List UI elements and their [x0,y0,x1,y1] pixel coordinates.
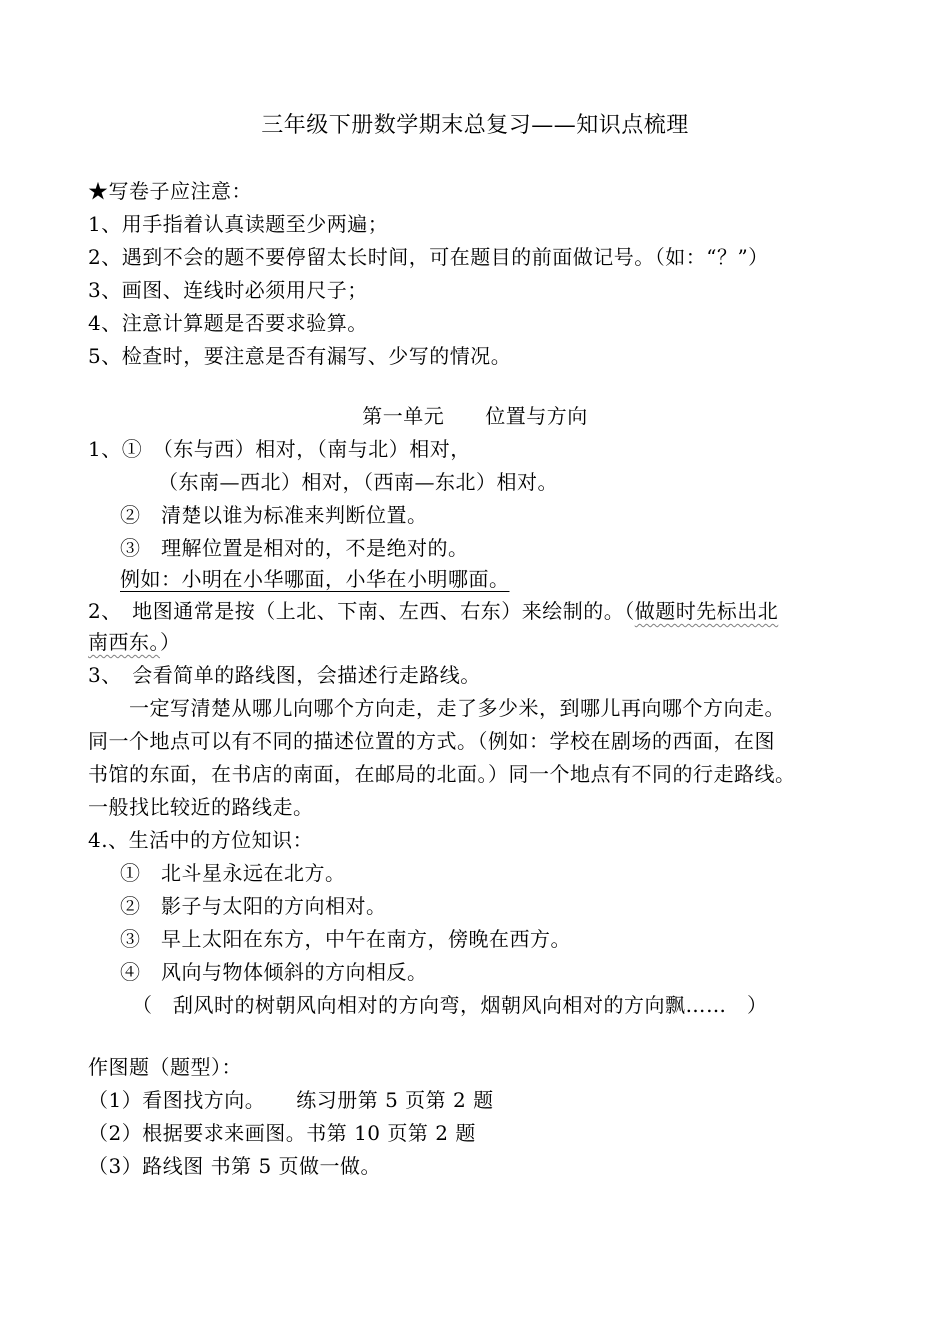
unit1-example: 例如：小明在小华哪面，小华在小明哪面。 [120,567,510,591]
unit1-point1-line4: ③ 理解位置是相对的，不是绝对的。 [120,536,469,560]
unit1-point2-cont [88,628,181,656]
unit1-point4-item: ② 影子与太阳的方向相对。 [120,894,387,918]
unit1-point3-body: 一定写清楚从哪儿向哪个方向走，走了多少米，到哪儿再向哪个方向走。 [88,696,785,720]
drawing-item: （2）根据要求来画图。书第 10 页第 2 题 [88,1121,476,1145]
exam-tip-item: 2、遇到不会的题不要停留太长时间，可在题目的前面做记号。（如：“？”） [88,245,769,269]
unit1-point3-body: 一般找比较近的路线走。 [88,795,314,819]
unit1-heading: 第一单元 位置与方向 [362,404,588,428]
exam-tip-item: 1、用手指着认真读题至少两遍； [88,212,389,236]
page-title: 三年级下册数学期末总复习——知识点梳理 [261,113,689,138]
unit1-point2-text: 2、 地图通常是按（上北、下南、左西、右东）来绘制的。（ [88,599,635,623]
unit1-point3-body: 书馆的东面，在书店的南面，在邮局的北面。）同一个地点有不同的行走路线。 [88,762,796,786]
unit1-point4-item: ① 北斗星永远在北方。 [120,861,346,885]
drawing-item: （1）看图找方向。 练习册第 5 页第 2 题 [88,1088,494,1112]
exam-tips-heading: ★写卷子应注意： [88,179,252,203]
unit1-point4-note: （ 刮风时的树朝风向相对的方向弯，烟朝风向相对的方向飘…… ） [132,993,768,1017]
unit1-point2-note-cont: 南西东。 [88,630,160,654]
exam-tip-item: 5、检查时，要注意是否有漏写、少写的情况。 [88,344,512,368]
unit1-point1-line2: （东南—西北）相对，（西南—东北）相对。 [158,470,558,494]
unit1-point3: 3、 会看简单的路线图，会描述行走路线。 [88,663,481,687]
exam-tip-item: 3、画图、连线时必须用尺子； [88,278,368,302]
unit1-point4-item: ③ 早上太阳在东方，中午在南方，傍晚在西方。 [120,927,571,951]
drawing-heading: 作图题（题型）： [88,1055,242,1079]
exam-tip-item: 4、注意计算题是否要求验算。 [88,311,368,335]
unit1-point2-note: 做题时先标出北 [634,599,779,623]
unit1-point3-body: 同一个地点可以有不同的描述位置的方式。（例如：学校在剧场的西面，在图 [88,729,775,753]
unit1-point1-line3: ② 清楚以谁为标准来判断位置。 [120,503,428,527]
drawing-item: （3）路线图 书第 5 页做一做。 [88,1154,382,1178]
unit1-point4-item: ④ 风向与物体倾斜的方向相反。 [120,960,428,984]
unit1-point2-close: ） [160,630,181,654]
unit1-point4-heading: 4.、生活中的方位知识： [88,828,314,852]
unit1-point1-line1: 1、① （东与西）相对，（南与北）相对， [88,437,471,461]
unit1-point2 [88,597,778,625]
